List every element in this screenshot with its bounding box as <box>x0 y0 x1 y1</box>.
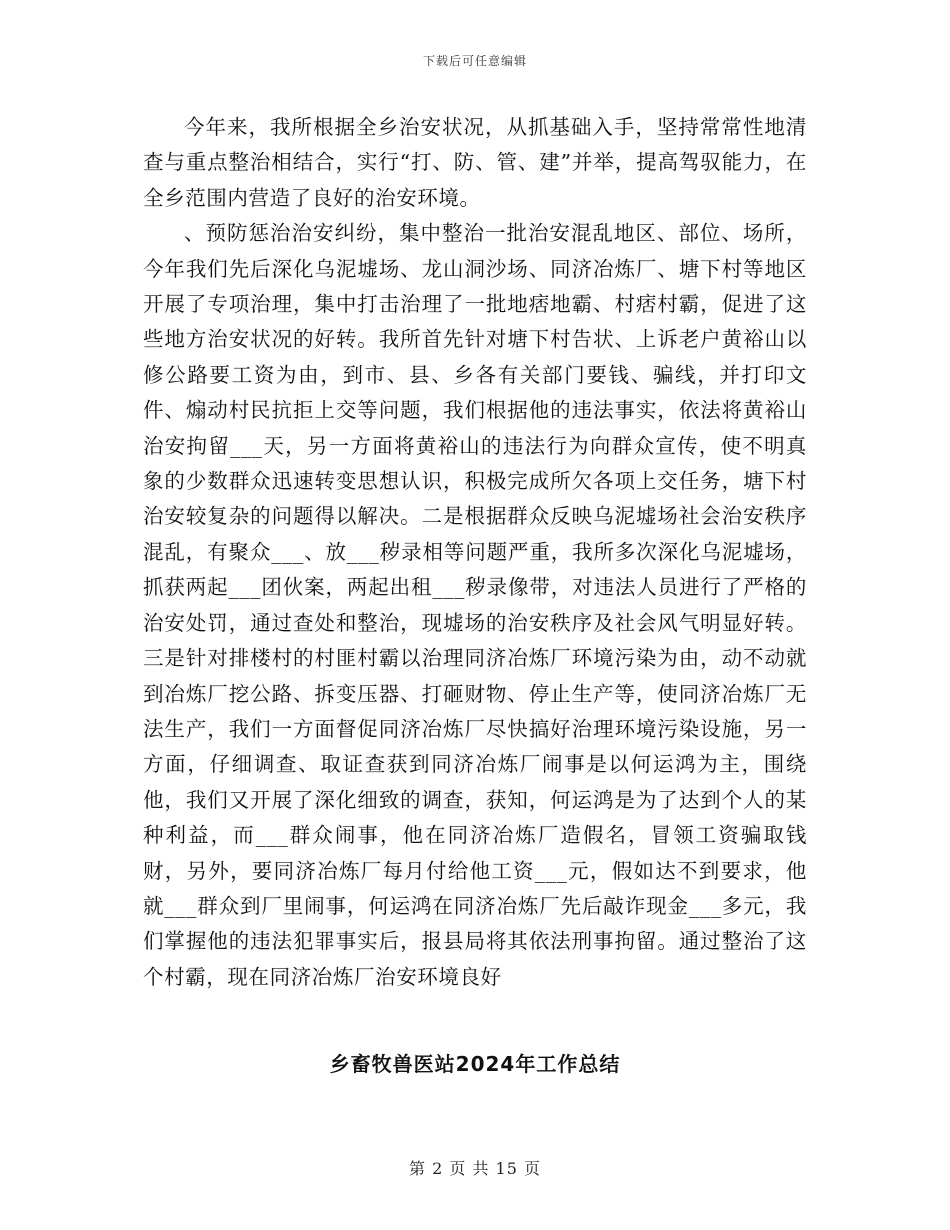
paragraph-1: 今年来，我所根据全乡治安状况，从抓基础入手，坚持常常性地清查与重点整治相结合，实行“打、防、管、建”并举，提高驾驭能力，在全乡范围内营造了良好的治安环境。 <box>143 115 807 210</box>
page-footer: 第 2 页 共 15 页 <box>409 1159 541 1178</box>
paragraph-2: 、预防惩治治安纠纷，集中整治一批治安混乱地区、部位、场所，今年我们先后深化乌泥墟场、龙山洞沙场、同济冶炼厂、塘下村等地区开展了专项治理，集中打击治理了一批地痞地霸、村痞村霸，促进了这些地方治安状况的好转。我所首先针对塘下村告状、上诉老户黄裕山以修公路要工资为由，到市、县、乡各有关部门要钱、骗线，并打印文件、煽动村民抗拒上交等问题，我们根据他的违法事实，依法将黄裕山治安拘留___天，另一方面将黄裕山的违法行为向群众宣传，使不明真象的少数群众迅速转变思想认识，积极完成所欠各项上交任务，塘下村治安较复杂的问题得以解决。二是根据群众反映乌泥墟场社会治安秩序混乱，有聚众___、放___秽录相等问题严重，我所多次深化乌泥墟场，抓获两起___团伙案，两起出租___秽录像带，对违法人员进行了严格的治安处罚，通过查处和整治，现墟场的治安秩序及社会风气明显好转。三是针对排楼村的村匪村霸以治理同济冶炼厂环境污染为由，动不动就到冶炼厂挖公路、拆变压器、打砸财物、停止生产等，使同济冶炼厂无法生产，我们一方面督促同济冶炼厂尽快搞好治理环境污染设施，另一方面，仔细调查、取证查获到同济冶炼厂闹事是以何运鸿为主，围绕他，我们又开展了深化细致的调查，获知，何运鸿是为了达到个人的某种利益，而___群众闹事，他在同济冶炼厂造假名，冒领工资骗取钱财，另外，要同济冶炼厂每月付给他工资___元，假如达不到要求，他就___群众到厂里闹事，何运鸿在同济冶炼厂先后敲诈现金___多元，我们掌握他的违法犯罪事实后，报县局将其依法刑事拘留。通过整治了这个村霸，现在同济冶炼厂治安环境良好 <box>143 221 807 989</box>
page-header: 下载后可任意编辑 <box>422 54 527 68</box>
document-body <box>143 110 807 995</box>
document-title: 乡畜牧兽医站2024年工作总结 <box>329 1052 621 1076</box>
